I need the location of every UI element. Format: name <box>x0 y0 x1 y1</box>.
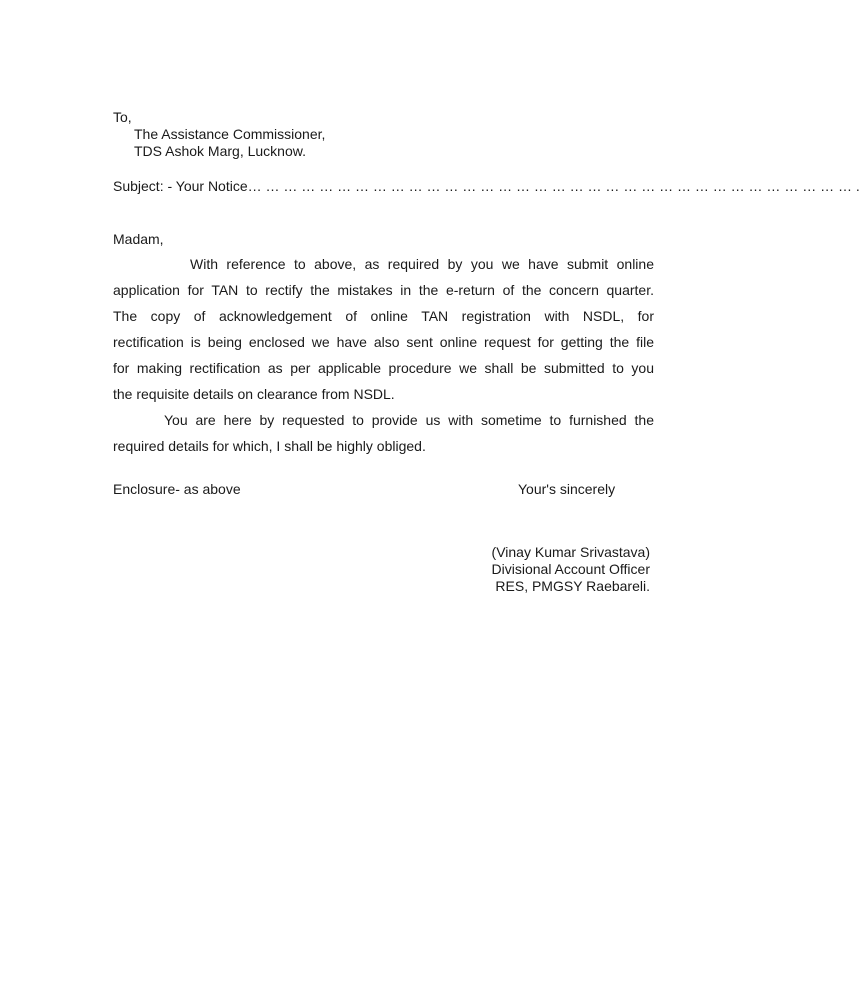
signatory-title: Divisional Account Officer <box>491 561 650 577</box>
paragraph-1-line: for making rectification as per applicable procedure we shall be submitted to you <box>113 360 654 376</box>
closing-phrase: Your's sincerely <box>518 481 616 497</box>
paragraph-1-line: rectification is being enclosed we have also sent online request for getting the file <box>113 334 654 350</box>
to-label: To, <box>113 109 132 125</box>
paragraph-1 <box>113 251 654 407</box>
signatory-office: RES, PMGSY Raebareli. <box>495 578 650 594</box>
recipient-line-1: The Assistance Commissioner, <box>134 126 326 142</box>
enclosure-note: Enclosure- as above <box>113 481 241 497</box>
signature-block <box>470 544 650 595</box>
signatory-name: (Vinay Kumar Srivastava) <box>491 544 650 560</box>
paragraph-2-line: You are here by requested to provide us with sometime to furnished the <box>164 412 654 428</box>
paragraph-1-line: The copy of acknowledgement of online TAN registration with NSDL, for <box>113 308 654 324</box>
paragraph-2 <box>113 407 654 459</box>
recipient-line-2: TDS Ashok Marg, Lucknow. <box>134 143 306 159</box>
paragraph-2-line: required details for which, I shall be highly obliged. <box>113 438 426 454</box>
paragraph-1-line: With reference to above, as required by you we have submit online <box>190 256 654 272</box>
paragraph-1-line: application for TAN to rectify the mistakes in the e-return of the concern quarter. <box>113 282 654 298</box>
greeting: Madam, <box>113 231 164 247</box>
subject-line: Subject: - Your Notice… … … … … … … … … … … … … … … … … … … … … … … … … … … … … … … … … … . <box>113 178 860 194</box>
paragraph-1-line: the requisite details on clearance from NSDL. <box>113 386 395 402</box>
